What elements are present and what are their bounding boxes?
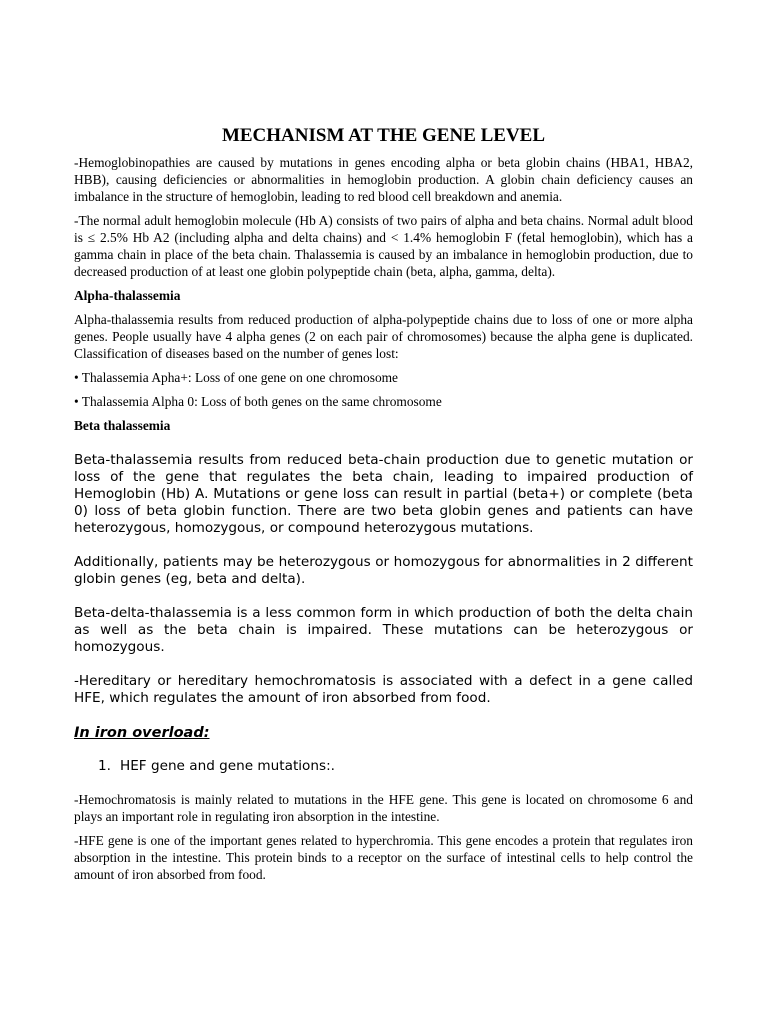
alpha-heading: Alpha-thalassemia <box>74 288 181 303</box>
iron-overload-heading: In iron overload: <box>74 725 210 741</box>
list-item-text: HEF gene and gene mutations:. <box>120 758 335 774</box>
beta-paragraph-3: Beta-delta-thalassemia is a less common form in which production of both the delta chain as well as the beta chain is impaired. These mutations can be heterozygous or homozygous. <box>74 605 693 655</box>
alpha-paragraph: Alpha-thalassemia results from reduced production of alpha-polypeptide chains due to loss of one or more alpha genes. People usually have 4 alpha genes (2 on each pair of chromosomes) because the alpha gene is duplicated. Classification of diseases based on the number of genes lost: <box>74 312 693 361</box>
beta-paragraph-1: Beta-thalassemia results from reduced beta-chain production due to genetic mutation or loss of the gene that regulates the beta chain, leading to impaired production of Hemoglobin (Hb) A. Mutations or gene loss can result in partial (beta+) or complete (beta 0) loss of beta globin function. There are two beta globin genes and patients can have heterozygous, homozygous, or compound heterozygous mutations. <box>74 452 693 536</box>
alpha-bullet-1: • Thalassemia Apha+: Loss of one gene on one chromosome <box>74 370 398 385</box>
iron-paragraph-1: -Hemochromatosis is mainly related to mutations in the HFE gene. This gene is located on chromosome 6 and plays an important role in regulating iron absorption in the intestine. <box>74 792 693 824</box>
beta-paragraph-2: Additionally, patients may be heterozygous or homozygous for abnormalities in 2 different globin genes (eg, beta and delta). <box>74 554 693 587</box>
intro-paragraph-2: -The normal adult hemoglobin molecule (Hb A) consists of two pairs of alpha and beta chains. Normal adult blood is ≤ 2.5% Hb A2 (including alpha and delta chains) and < 1.4% hemoglobin F (fetal hemoglobin), which has a gamma chain in place of the beta chain. Thalassemia is caused by an imbalance in hemoglobin production, due to decreased production of at least one globin polypeptide chain (beta, alpha, gamma, delta). <box>74 213 693 279</box>
iron-paragraph-2: -HFE gene is one of the important genes related to hyperchromia. This gene encodes a protein that regulates iron absorption in the intestine. This protein binds to a receptor on the surface of intestinal cells to help control the amount of iron absorbed from food. <box>74 833 693 882</box>
hemochromatosis-paragraph: -Hereditary or hereditary hemochromatosis is associated with a defect in a gene called HFE, which regulates the amount of iron absorbed from food. <box>74 673 693 706</box>
alpha-bullet-2: • Thalassemia Alpha 0: Loss of both genes on the same chromosome <box>74 394 442 409</box>
numbered-list-item <box>98 758 693 775</box>
document-page <box>74 124 693 890</box>
intro-paragraph-1: -Hemoglobinopathies are caused by mutations in genes encoding alpha or beta globin chains (HBA1, HBA2, HBB), causing deficiencies or abnormalities in hemoglobin production. A globin chain deficiency causes an imbalance in the structure of hemoglobin, leading to red blood cell breakdown and anemia. <box>74 155 693 204</box>
beta-heading: Beta thalassemia <box>74 418 171 433</box>
list-number: 1. <box>98 758 111 774</box>
page-title: MECHANISM AT THE GENE LEVEL <box>221 125 546 146</box>
